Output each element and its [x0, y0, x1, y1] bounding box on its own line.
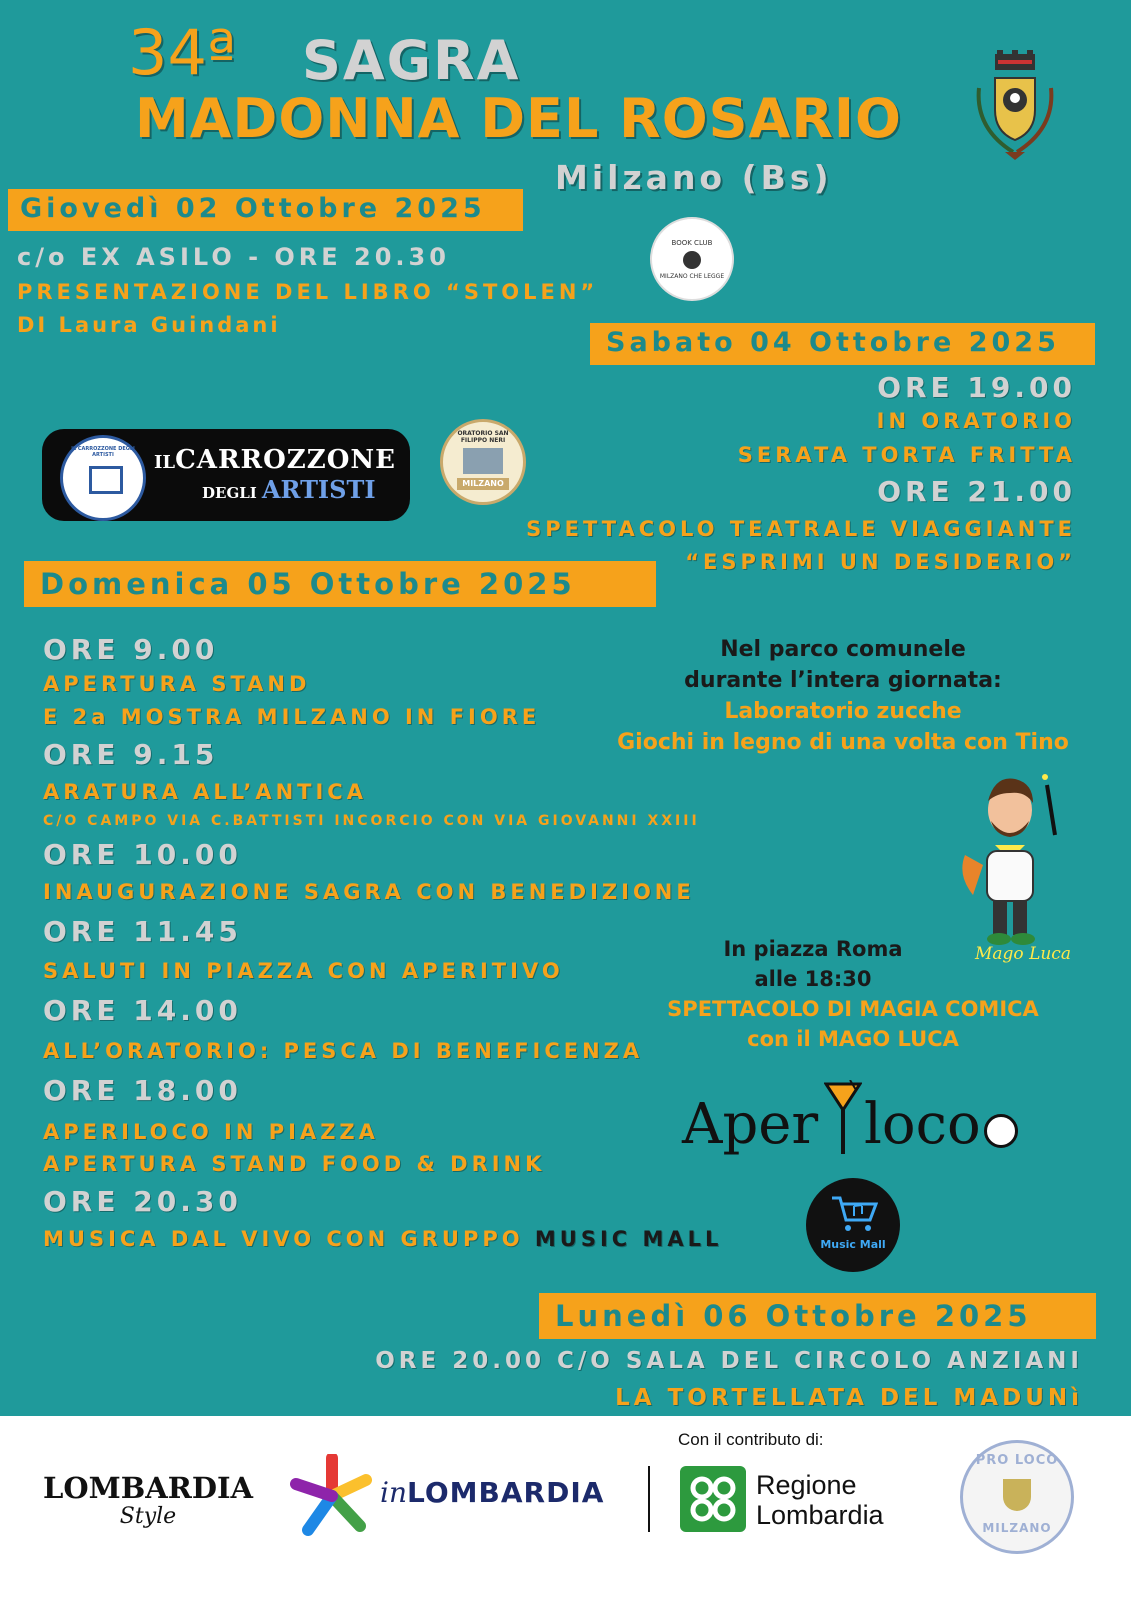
carrozzone-artisti: ARTISTI: [261, 475, 376, 504]
coat-of-arms-icon: [965, 48, 1065, 168]
carrozzone-badge: [60, 435, 146, 521]
saturday-line-2: IN ORATORIO: [876, 409, 1076, 433]
aperiloco-logo: [682, 1080, 1022, 1170]
pro-loco-bottom: MILZANO: [982, 1521, 1052, 1535]
sunday-date-band: Domenica 05 Ottobre 2025: [24, 561, 656, 607]
footer-divider: [648, 1466, 650, 1532]
monday-line-2: LA TORTELLATA DEL MADUNì: [615, 1385, 1083, 1411]
oratorio-building-icon: [463, 448, 503, 474]
wagon-icon: [89, 466, 123, 494]
book-club-logo-bottom: MILZANO CHE LEGGE: [659, 273, 725, 280]
edition-number: 34ª: [128, 16, 237, 89]
music-mall-logo-text: Music Mall: [820, 1238, 886, 1251]
book-club-logo: [650, 217, 734, 301]
sunday-event-2a: ARATURA ALL’ANTICA: [43, 780, 367, 804]
lombardia-style-sub: Style: [119, 1504, 177, 1529]
piazza-info: [638, 934, 1068, 1054]
pro-loco-logo: [960, 1440, 1074, 1554]
book-club-logo-top: BOOK CLUB: [671, 239, 713, 247]
sunday-hour-5: ORE 14.00: [43, 994, 242, 1027]
carrozzone-il: IL: [154, 452, 176, 473]
thursday-author: DI Laura Guindani: [17, 313, 281, 337]
monday-line-1: ORE 20.00 C/O SALA DEL CIRCOLO ANZIANI: [375, 1348, 1083, 1374]
piazza-line-4: con il MAGO LUCA: [747, 1027, 959, 1051]
festival-title: MADONNA DEL ROSARIO: [135, 87, 902, 150]
parco-line-4: Giochi in legno di una volta con Tino: [617, 730, 1069, 755]
inlombardia-logo: [380, 1476, 604, 1509]
sunday-hour-6: ORE 18.00: [43, 1074, 242, 1107]
oratorio-logo-bottom: MILZANO: [457, 478, 509, 490]
monday-program: [283, 1344, 1083, 1418]
sunday-event-7-text: MUSICA DAL VIVO CON GRUPPO: [43, 1227, 535, 1251]
sunday-event-4: SALUTI IN PIAZZA CON APERITIVO: [43, 959, 564, 983]
saturday-line-5: SPETTACOLO TEATRALE VIAGGIANTE: [526, 517, 1076, 541]
saturday-program: [526, 371, 1076, 578]
sunday-hour-2: ORE 9.15: [43, 738, 219, 771]
carrozzone-subtitle: [202, 475, 376, 504]
saturday-line-4: ORE 21.00: [877, 475, 1076, 508]
monday-date-band: Lunedì 06 Ottobre 2025: [539, 1293, 1096, 1339]
pro-loco-top: PRO LOCO: [975, 1453, 1059, 1468]
carrozzone-name: CARROZZONE: [175, 445, 396, 475]
carrozzone-wordmark: [154, 445, 396, 475]
regione-cross-icon: [680, 1466, 746, 1532]
contributo-label: Con il contributo di:: [678, 1430, 824, 1449]
aperiloco-part-1: Aper: [682, 1092, 819, 1157]
sunday-event-5: ALL’ORATORIO: PESCA DI BENEFICENZA: [43, 1039, 644, 1063]
saturday-date-band: Sabato 04 Ottobre 2025: [590, 323, 1095, 365]
parco-line-1: Nel parco comunele: [720, 637, 966, 662]
piazza-line-2: alle 18:30: [754, 967, 872, 991]
regione-lombardia-logo: [756, 1470, 884, 1530]
sunday-hour-3: ORE 10.00: [43, 838, 242, 871]
sunday-hour-4: ORE 11.45: [43, 915, 242, 948]
mago-luca-cartoon-icon: [955, 765, 1065, 955]
sunday-event-3: INAUGURAZIONE SAGRA CON BENEDIZIONE: [43, 880, 695, 904]
regione-word-2: Lombardia: [756, 1500, 884, 1530]
carrozzone-degli: DEGLI: [202, 484, 257, 502]
place-name: Milzano (Bs): [555, 158, 833, 197]
sunday-hour-7: ORE 20.30: [43, 1185, 242, 1218]
sagra-label: SAGRA: [302, 29, 521, 92]
carrozzone-logo: [42, 429, 410, 521]
cocktail-glass-icon: [824, 1080, 862, 1160]
shopping-cart-icon: [830, 1194, 878, 1234]
parco-info: [600, 634, 1086, 758]
sunday-hour-1: ORE 9.00: [43, 633, 219, 666]
book-club-icon: [683, 251, 701, 269]
lombardia-style-word: LOMBARDIA: [42, 1471, 254, 1505]
aperiloco-seal-icon: [984, 1114, 1018, 1148]
aperiloco-part-2: loco: [864, 1092, 981, 1157]
oratorio-logo: [440, 419, 526, 505]
thursday-date-band: Giovedì 02 Ottobre 2025: [8, 189, 523, 231]
mago-luca-signature: Mago Luca: [975, 944, 1071, 964]
parco-line-2: durante l’intera giornata:: [684, 668, 1002, 693]
regione-lombardia-mark-icon: [680, 1466, 746, 1532]
sunday-event-1a: APERTURA STAND: [43, 672, 311, 696]
sunday-event-2-address: C/O CAMPO VIA C.BATTISTI INCORCIO CON VIA GIOVANNI XXIII: [43, 813, 700, 829]
sponsors-footer: [0, 1416, 1131, 1600]
sunday-event-6a: APERILOCO IN PIAZZA: [43, 1120, 379, 1144]
thursday-event: PRESENTAZIONE DEL LIBRO “STOLEN”: [17, 280, 599, 304]
oratorio-logo-top: ORATORIO SAN FILIPPO NERI: [457, 430, 509, 444]
piazza-line-1: In piazza Roma: [723, 937, 903, 961]
sunday-event-7: [43, 1224, 803, 1254]
regione-word-1: Regione: [756, 1470, 857, 1500]
saturday-line-3: SERATA TORTA FRITTA: [737, 443, 1076, 467]
pro-loco-shield-icon: [1003, 1479, 1031, 1511]
music-mall-logo: [806, 1178, 900, 1272]
thursday-venue: c/o EX ASILO - ORE 20.30: [17, 243, 450, 271]
saturday-line-6: “ESPRIMI UN DESIDERIO”: [685, 550, 1076, 574]
saturday-line-1: ORE 19.00: [877, 371, 1076, 404]
inlombardia-in: in: [380, 1476, 407, 1509]
piazza-line-3: SPETTACOLO DI MAGIA COMICA: [667, 997, 1039, 1021]
inlombardia-word: LOMBARDIA: [407, 1476, 605, 1509]
sunday-event-6b: APERTURA STAND FOOD & DRINK: [43, 1152, 546, 1176]
parco-line-3: Laboratorio zucche: [724, 699, 962, 724]
music-mall-highlight: MUSIC MALL: [534, 1227, 723, 1251]
carrozzone-ring-text: IL CARROZZONE DEGLI ARTISTI: [71, 446, 135, 458]
inlombardia-star-icon: [290, 1454, 374, 1538]
sunday-event-1b: E 2a MOSTRA MILZANO IN FIORE: [43, 705, 541, 729]
lombardia-style-logo: [38, 1472, 258, 1530]
